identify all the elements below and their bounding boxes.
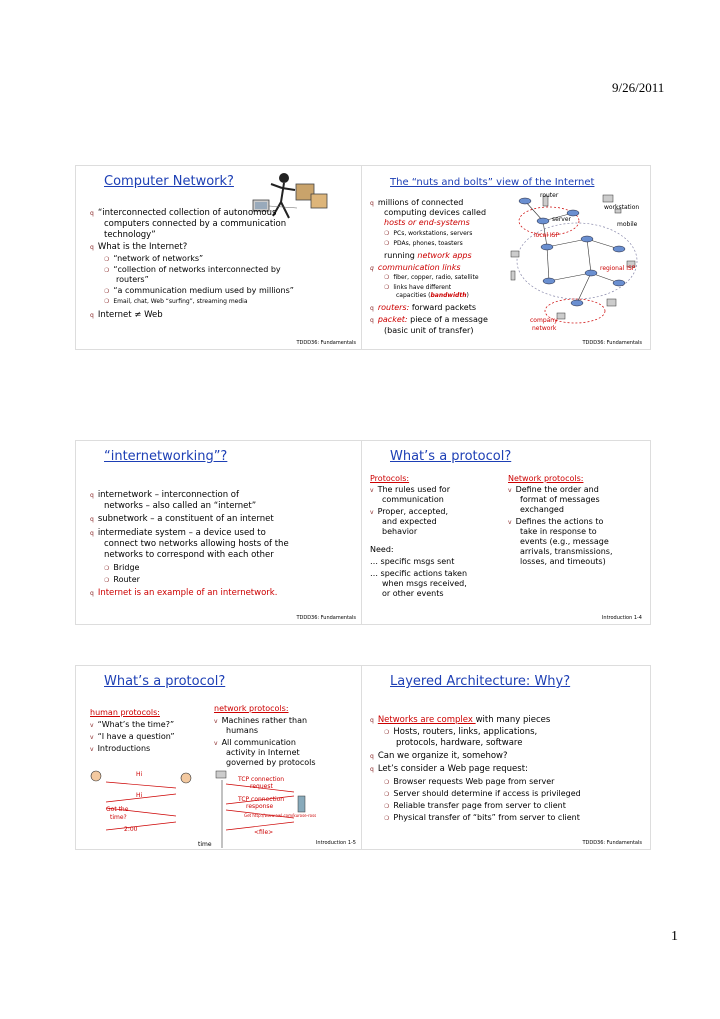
bullet-text: activity in Internet	[226, 748, 300, 757]
sub-bullet: Email, chat, Web “surfing”, streaming media	[113, 298, 248, 305]
msg-label: Hi	[136, 792, 143, 799]
bullet-text: intermediate system – a device used to	[97, 528, 266, 538]
bullet-text: routers:	[377, 303, 410, 312]
bullet-text: … specific actions taken	[370, 569, 468, 578]
sub-bullet: protocols, hardware, software	[396, 738, 523, 748]
bullet-text: with many pieces	[475, 715, 551, 725]
column-heading: network protocols:	[214, 704, 289, 713]
slide-nuts-and-bolts: The “nuts and bolts” view of the Internet q millions of connected computing devices called hosts or end-systems ❍ PCs, workstations, servers ❍ PDAs, phones, toasters running network apps q communication links ❍ fiber, copper, radio, satellite ❍ links have different capacities (bandwidth) q routers: forward packets q packet: piece of a message (basic unit of transfer) router workstation server mobile local ISP regional ISP company network TDDD36: Fundamentals	[361, 165, 651, 350]
header-date: 9/26/2011	[612, 80, 665, 95]
bullet-text: “interconnected collection of autonomous	[97, 208, 277, 218]
slide-title: What’s a protocol?	[104, 674, 226, 689]
bullet-text: (basic unit of transfer)	[384, 326, 474, 335]
bullet-text: networks – also called an “internet”	[104, 501, 257, 511]
msg-label: request	[250, 783, 273, 790]
bullet-text: millions of connected	[377, 198, 464, 207]
diagram-label: workstation	[604, 204, 640, 211]
bullet-text: losses, and timeouts)	[520, 557, 606, 566]
sub-bullet: links have different	[393, 284, 452, 291]
sub-bullet: Physical transfer of “bits” from server to client	[393, 813, 580, 822]
bullet-text: Proper, accepted,	[377, 507, 449, 516]
bullet-text: Networks are complex	[377, 715, 476, 725]
msg-label: TCP connection	[238, 796, 285, 803]
bullet-text: What is the Internet?	[97, 242, 188, 252]
bullet-text: … specific msgs sent	[370, 557, 455, 566]
column-heading: Network protocols:	[508, 474, 584, 483]
bullet-text: connect two networks allowing hosts of the	[104, 539, 289, 549]
msg-label: Got the	[106, 806, 129, 813]
sub-bullet: “network of networks”	[113, 254, 204, 263]
sub-bullet: Hosts, routers, links, applications,	[393, 727, 538, 737]
bullet-text: take in response to	[520, 527, 597, 536]
bullet-text: The rules used for	[377, 485, 450, 494]
slide-footer: Introduction 1-4	[601, 615, 642, 621]
slide-footer: TDDD36: Fundamentals	[296, 615, 356, 621]
page-number: 1	[671, 929, 678, 944]
column-heading: Protocols:	[370, 474, 410, 483]
bullet-text: communication links	[377, 263, 461, 272]
time-axis-label: time	[198, 841, 212, 848]
bullet-text: “I have a question”	[97, 732, 175, 741]
bullet-text: All communication	[221, 738, 296, 747]
slide-whats-a-protocol-2: What’s a protocol? human protocols: v “What’s the time?” v “I have a question” v Introductions network protocols: v Machines rather than humans v All communication activity in Internet governed by protocols Hi Hi Got the time? 2:00 TCP connection request TCP connection response Get http://www.awl.com/kurose-ross <file> time Introduction 1-5	[75, 665, 365, 850]
bullet-text: running	[384, 251, 418, 260]
bullet-text: communication	[382, 495, 444, 504]
msg-label: time?	[110, 814, 127, 821]
slide-footer: TDDD36: Fundamentals	[582, 840, 642, 846]
bullet-text: computers connected by a communication	[104, 219, 287, 229]
slide-footer: Introduction 1-5	[315, 840, 356, 846]
sub-bullet: capacities (	[396, 292, 431, 299]
sub-bullet: Browser requests Web page from server	[393, 777, 555, 786]
sub-bullet: PCs, workstations, servers	[393, 230, 473, 237]
need-label: Need:	[370, 545, 394, 554]
bullet-text: humans	[226, 726, 259, 735]
diagram-label: network	[532, 325, 557, 332]
diagram-label: server	[552, 216, 571, 223]
msg-label: response	[246, 803, 274, 810]
bullet-text: “What’s the time?”	[97, 720, 175, 729]
sub-bullet: Server should determine if access is privileged	[393, 789, 581, 798]
slide-title: Computer Network?	[104, 174, 234, 189]
diagram-label: regional ISP	[600, 265, 636, 272]
msg-label: 2:00	[124, 826, 138, 833]
bullet-text: forward packets	[409, 303, 476, 312]
diagram-label: mobile	[617, 221, 638, 228]
sub-bullet: PDAs, phones, toasters	[393, 240, 463, 247]
slide-title: The “nuts and bolts” view of the Internet	[390, 177, 595, 188]
bullet-text: events (e.g., message	[520, 537, 609, 546]
diagram-label: local ISP	[534, 232, 560, 239]
msg-label: Get http://www.awl.com/kurose-ross	[244, 813, 317, 818]
bullet-text: Machines rather than	[221, 716, 308, 725]
slide-computer-network: Computer Network? q “interconnected collection of autonomous computers connected by a communication technology” q What is the Internet? ❍ “network of networks” ❍ “collection of networks interconnected by routers” ❍ “a communication medium used by millions” ❍ Email, chat, Web “surfing”, streaming media q Internet ≠ Web TDDD36: Fundamentals	[75, 165, 365, 350]
bullet-text: technology”	[104, 230, 156, 240]
sub-bullet: Reliable transfer page from server to client	[393, 801, 566, 810]
sub-bullet: )	[466, 292, 469, 299]
sub-bullet: routers”	[116, 275, 149, 284]
bullet-text: governed by protocols	[226, 758, 316, 767]
slide-footer: TDDD36: Fundamentals	[296, 340, 356, 346]
sub-bullet: Router	[113, 575, 140, 584]
bullet-text: behavior	[382, 527, 418, 536]
bullet-text: Define the order and	[515, 485, 599, 494]
bullet-text: or other events	[382, 589, 444, 598]
slide-footer: TDDD36: Fundamentals	[582, 340, 642, 346]
sub-bullet: “a communication medium used by millions”	[113, 286, 294, 295]
slide-title: What’s a protocol?	[390, 449, 512, 464]
msg-label: <file>	[254, 829, 274, 836]
sub-bullet: bandwidth	[430, 292, 467, 299]
bullet-text: Internet ≠ Web	[97, 310, 163, 320]
sub-bullet: Bridge	[113, 563, 140, 572]
slide-title: “internetworking”?	[104, 449, 228, 464]
bullet-text: computing devices called	[384, 208, 487, 217]
column-heading: human protocols:	[90, 708, 160, 717]
diagram-label: company	[530, 317, 558, 324]
diagram-label: router	[540, 192, 559, 199]
msg-label: Hi	[136, 771, 143, 778]
bullet-text: arrivals, transmissions,	[520, 547, 613, 556]
bullet-text: Can we organize it, somehow?	[377, 751, 508, 761]
bullet-text: piece of a message	[407, 315, 488, 324]
msg-label: TCP connection	[238, 776, 285, 783]
bullet-text: Let’s consider a Web page request:	[377, 764, 528, 774]
sub-bullet: “collection of networks interconnected by	[113, 265, 281, 274]
bullet-text: subnetwork – a constituent of an internet	[97, 514, 274, 524]
bullet-text: Internet is an example of an internetwork.	[97, 588, 278, 598]
slide-title: Layered Architecture: Why?	[390, 674, 571, 689]
bullet-text: packet:	[377, 315, 408, 324]
bullet-text: exchanged	[520, 505, 564, 514]
sub-bullet: fiber, copper, radio, satellite	[393, 274, 479, 281]
bullet-text: Defines the actions to	[515, 517, 604, 526]
bullet-text: networks to correspond with each other	[104, 550, 274, 560]
bullet-text: when msgs received,	[382, 579, 467, 588]
slide-layered-architecture: Layered Architecture: Why? q Networks are complex with many pieces ❍ Hosts, routers, links, applications, protocols, hardware, software q Can we organize it, somehow? q Let’s consider a Web page request: ❍ Browser requests Web page from server ❍ Server should determine if access is privileged ❍ Reliable transfer page from server to client ❍ Physical transfer of “bits” from server to client TDDD36: Fundamentals	[361, 665, 651, 850]
bullet-text: internetwork – interconnection of	[97, 490, 239, 500]
bullet-text: and expected	[382, 517, 437, 526]
bullet-text: network apps	[417, 251, 472, 260]
slide-whats-a-protocol: What’s a protocol? Protocols: v The rules used for communication v Proper, accepted, and expected behavior Need: … specific msgs sent … specific actions taken when msgs received, or other events Network protocols: v Define the order and format of messages exchanged v Defines the actions to take in response to events (e.g., message arrivals, transmissions, losses, and timeouts) Introduction 1-4	[361, 440, 651, 625]
slide-internetworking: “internetworking”? q internetwork – interconnection of networks – also called an “internet” q subnetwork – a constituent of an internet q intermediate system – a device used to connect two networks allowing hosts of the networks to correspond with each other ❍ Bridge ❍ Router q Internet is an example of an internetwork. TDDD36: Fundamentals	[75, 440, 365, 625]
bullet-text: hosts or end-systems	[384, 218, 470, 227]
bullet-text: Introductions	[97, 744, 151, 753]
bullet-text: format of messages	[520, 495, 600, 504]
